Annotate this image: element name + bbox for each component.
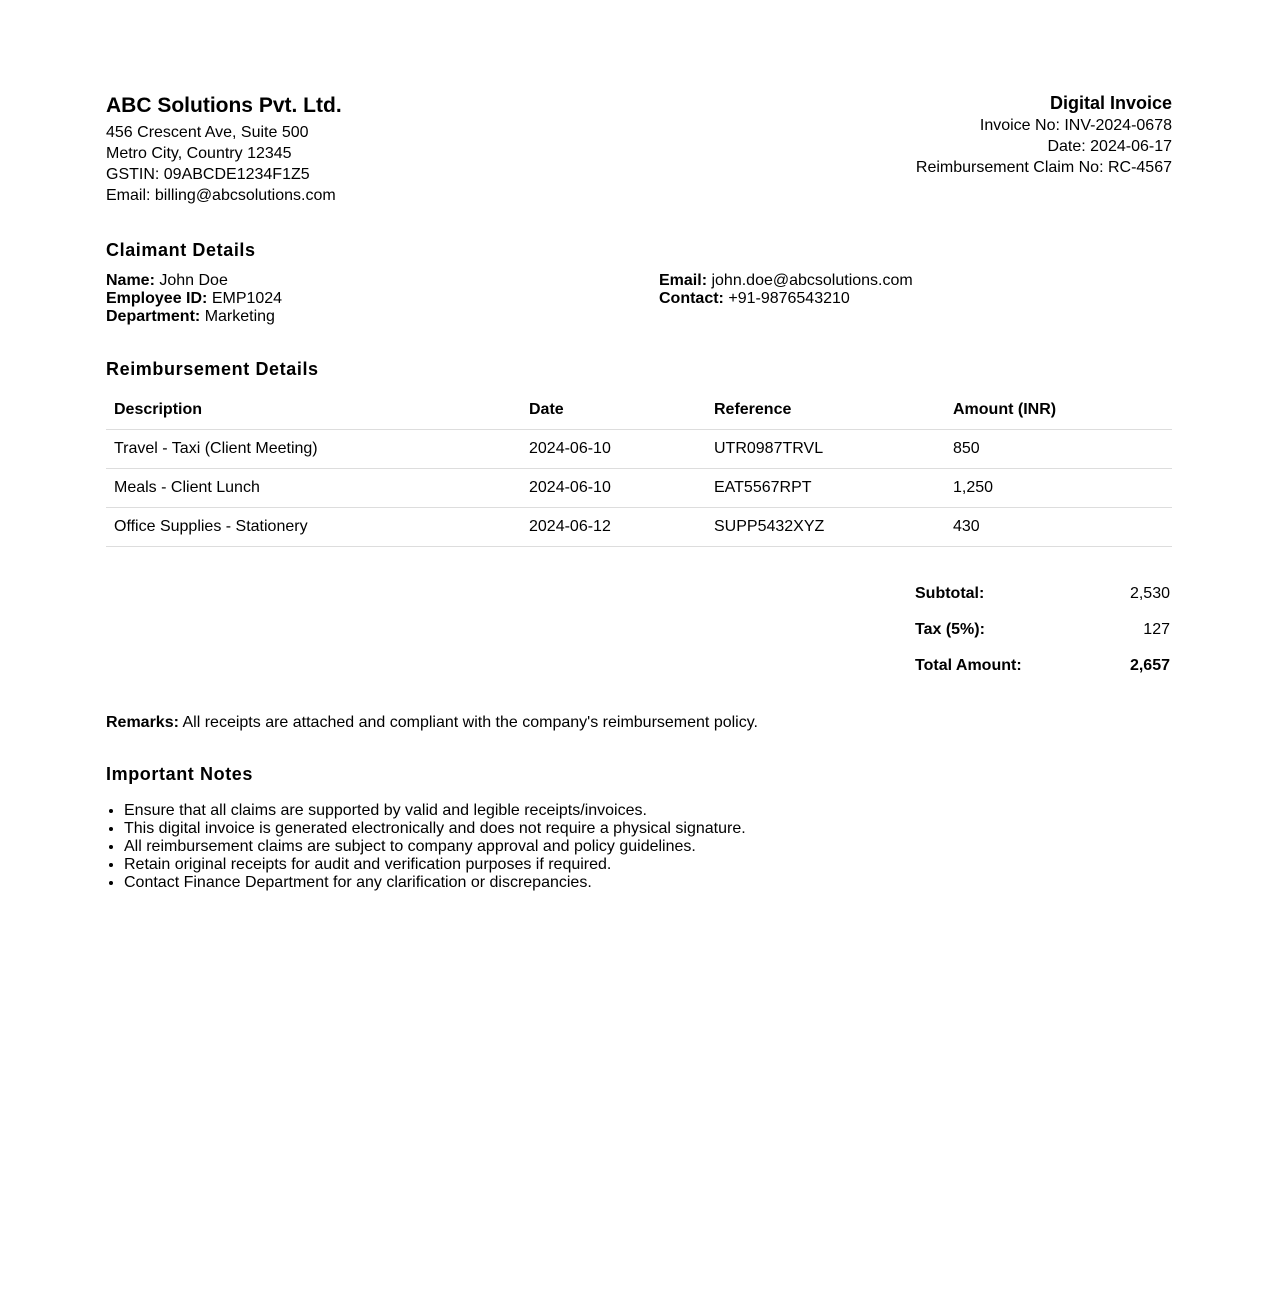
cell-amount: 430 [945,508,1172,547]
claimant-employee-id-row [106,290,646,308]
claimant-name-value: John Doe [159,272,228,289]
subtotal-row [915,576,1172,612]
claimant-department-value: Marketing [204,308,275,325]
subtotal-value: 2,530 [1129,585,1170,602]
cell-amount: 1,250 [945,469,1172,508]
cell-description: Meals - Client Lunch [106,469,521,508]
company-email: Email: billing@abcsolutions.com [106,187,336,204]
remarks-label: Remarks: [106,714,179,731]
claimant-department-row [106,308,646,326]
claimant-email-label: Email: [659,272,708,289]
remarks-text: All receipts are attached and compliant with the company's reimbursement policy. [182,714,758,731]
notes-list [106,802,1164,892]
tax-label: Tax (5%): [915,621,985,638]
list-item: • This digital invoice is generated electronically and does not require a physical signature. [124,820,1164,838]
claimant-employee-id-value: EMP1024 [211,290,283,307]
tax-row [915,612,1172,648]
invoice-number: Invoice No: INV-2024-0678 [979,117,1172,134]
list-item: • All reimbursement claims are subject to company approval and policy guidelines. [124,838,1164,856]
table-row [106,469,1172,508]
invoice-date: Date: 2024-06-17 [1047,138,1172,155]
cell-reference: SUPP5432XYZ [706,508,945,547]
company-gstin: GSTIN: 09ABCDE1234F1Z5 [106,166,310,183]
claimant-contact-row [659,290,1159,308]
column-header-reference: Reference [706,391,945,430]
notes-section-title: Important Notes [106,764,254,784]
claimant-details-right [659,272,1159,308]
total-amount-label: Total Amount: [915,657,1022,674]
claimant-contact-value: +91-9876543210 [728,290,850,307]
claimant-employee-id-label: Employee ID: [106,290,208,307]
cell-date: 2024-06-10 [521,430,706,469]
total-amount-value: 2,657 [1129,657,1170,674]
company-info [106,92,666,206]
reimbursement-table [106,391,1172,547]
claimant-department-label: Department: [106,308,201,325]
claimant-email-row [659,272,1159,290]
claimant-contact-label: Contact: [659,290,724,307]
cell-date: 2024-06-12 [521,508,706,547]
total-amount-row [915,648,1172,684]
invoice-meta [692,91,1172,178]
reimbursement-claim-number: Reimbursement Claim No: RC-4567 [915,159,1172,176]
claimant-name-label: Name: [106,272,155,289]
claimant-section-title: Claimant Details [106,240,256,260]
company-address-line2: Metro City, Country 12345 [106,145,292,162]
subtotal-label: Subtotal: [915,585,985,602]
claimant-name-row [106,272,646,290]
cell-reference: EAT5567RPT [706,469,945,508]
invoice-title: Digital Invoice [1049,93,1172,113]
claimant-email-value: john.doe@abcsolutions.com [711,272,913,289]
list-item: • Retain original receipts for audit and verification purposes if required. [124,856,1164,874]
reimbursement-section-title: Reimbursement Details [106,359,319,379]
company-address-line1: 456 Crescent Ave, Suite 500 [106,124,309,141]
column-header-date: Date [521,391,706,430]
list-item: • Contact Finance Department for any clarification or discrepancies. [124,874,1164,892]
company-name: ABC Solutions Pvt. Ltd. [106,94,342,117]
table-row [106,430,1172,469]
cell-description: Office Supplies - Stationery [106,508,521,547]
column-header-description: Description [106,391,521,430]
cell-description: Travel - Taxi (Client Meeting) [106,430,521,469]
tax-value: 127 [1143,621,1170,638]
cell-date: 2024-06-10 [521,469,706,508]
table-row [106,508,1172,547]
claimant-details-left [106,272,646,326]
list-item: • Ensure that all claims are supported by valid and legible receipts/invoices. [124,802,1164,820]
table-header-row [106,391,1172,430]
totals-table [915,576,1172,684]
cell-amount: 850 [945,430,1172,469]
remarks [106,713,1172,733]
cell-reference: UTR0987TRVL [706,430,945,469]
column-header-amount: Amount (INR) [945,391,1172,430]
